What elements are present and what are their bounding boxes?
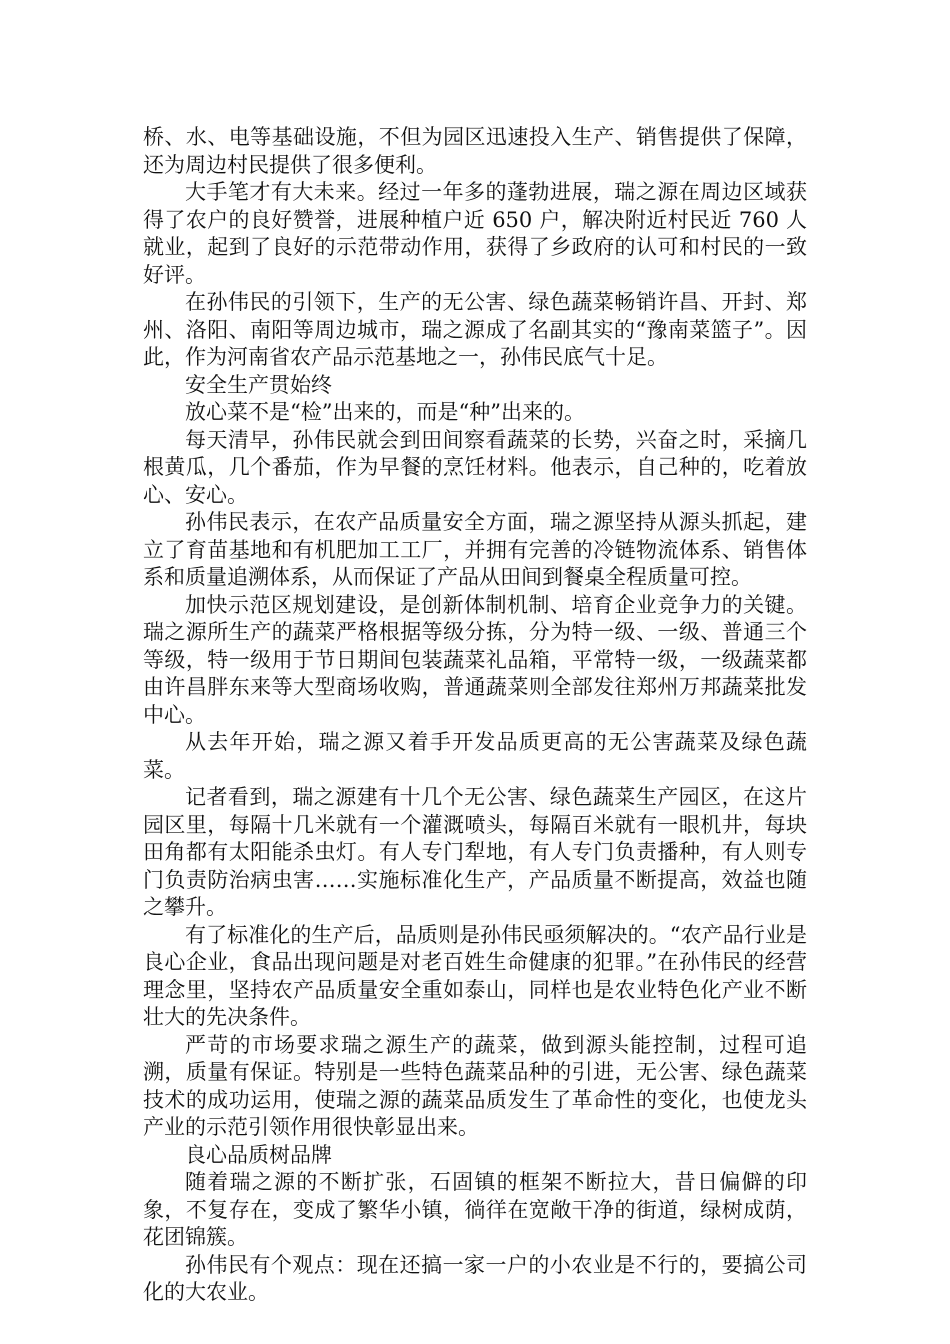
paragraph: 有了标准化的生产后，品质则是孙伟民亟须解决的。“农产品行业是良心企业，食品出现问题是对老百姓生命健康的犯罪。”在孙伟民的经营理念里，坚持农产品质量安全重如泰山，同样也是农业特色化产业不断壮大的先决条件。	[143, 922, 807, 1029]
paragraph: 随着瑞之源的不断扩张，石固镇的框架不断拉大，昔日偏僻的印象，不复存在，变成了繁华小镇，徜徉在宽敞干净的街道，绿树成荫，花团锦簇。	[143, 1170, 807, 1249]
paragraph: 大手笔才有大未来。经过一年多的蓬勃进展，瑞之源在周边区域获得了农户的良好赞誉，进展种植户近 650 户，解决附近村民近 760 人就业，起到了良好的示范带动作用，获得了乡政府的认可和村民的一致好评。	[143, 180, 807, 287]
document-body	[143, 124, 807, 1307]
paragraph: 在孙伟民的引领下，生产的无公害、绿色蔬菜畅销许昌、开封、郑州、洛阳、南阳等周边城市，瑞之源成了名副其实的“豫南菜篮子”。因此，作为河南省农产品示范基地之一，孙伟民底气十足。	[143, 290, 807, 369]
section-heading: 安全生产贯始终	[185, 372, 332, 397]
paragraph: 孙伟民有个观点：现在还搞一家一户的小农业是不行的，要搞公司化的大农业。	[143, 1252, 807, 1304]
paragraph: 每天清早，孙伟民就会到田间察看蔬菜的长势，兴奋之时，采摘几根黄瓜，几个番茄，作为早餐的烹饪材料。他表示，自己种的，吃着放心、安心。	[143, 427, 807, 507]
paragraph: 桥、水、电等基础设施，不但为园区迅速投入生产、销售提供了保障，还为周边村民提供了很多便利。	[143, 125, 807, 177]
paragraph: 加快示范区规划建设，是创新体制机制、培育企业竞争力的关键。瑞之源所生产的蔬菜严格根据等级分拣，分为特一级、一级、普通三个等级，特一级用于节日期间包装蔬菜礼品箱，平常特一级，一级蔬菜都由许昌胖东来等大型商场收购，普通蔬菜则全部发往郑州万邦蔬菜批发中心。	[143, 592, 807, 727]
section-heading: 良心品质树品牌	[185, 1142, 332, 1167]
paragraph: 孙伟民表示，在农产品质量安全方面，瑞之源坚持从源头抓起，建立了育苗基地和有机肥加工工厂，并拥有完善的冷链物流体系、销售体系和质量追溯体系，从而保证了产品从田间到餐桌全程质量可控。	[143, 510, 807, 589]
paragraph: 严苛的市场要求瑞之源生产的蔬菜，做到源头能控制，过程可追溯，质量有保证。特别是一些特色蔬菜品种的引进，无公害、绿色蔬菜技术的成功运用，使瑞之源的蔬菜品质发生了革命性的变化，也使龙头产业的示范引领作用很快彰显出来。	[143, 1032, 807, 1139]
paragraph: 记者看到，瑞之源建有十几个无公害、绿色蔬菜生产园区，在这片园区里，每隔十几米就有一个灌溉喷头，每隔百米就有一眼机井，每块田角都有太阳能杀虫灯。有人专门犁地，有人专门负责播种，有人则专门负责防治病虫害……实施标准化生产，产品质量不断提高，效益也随之攀升。	[143, 785, 807, 919]
paragraph: 放心菜不是“检”出来的，而是“种”出来的。	[185, 400, 585, 424]
paragraph: 从去年开始，瑞之源又着手开发品质更高的无公害蔬菜及绿色蔬菜。	[143, 730, 807, 782]
